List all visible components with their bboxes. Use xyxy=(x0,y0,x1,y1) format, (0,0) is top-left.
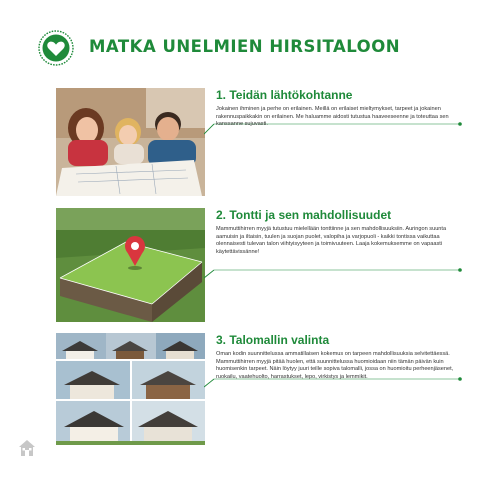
section-plot xyxy=(56,208,476,322)
section-heading: 2. Tontti ja sen mahdollisuudet xyxy=(216,208,392,222)
section-heading: 3. Talomallin valinta xyxy=(216,333,330,347)
section-house-model xyxy=(56,333,476,445)
family-with-house-plans-photo xyxy=(56,88,205,196)
building-plot-with-location-pin-photo xyxy=(56,208,205,322)
page-title: MATKA UNELMIEN HIRSITALOON xyxy=(89,37,401,56)
section-text: Oman kodin suunnittelussa ammatillaisen kokemus on tarpeen mahdollisuuksia selvitettäessä. Mammuttihirren myyjä pitää huolen, että suunnittelussa huomioidaan niin tämän päivän kuin huomisenkin tarpeet. Näin löytyy juuri teille sopiva talomalli, jossa on huomioitu perheenjäsenet, ruokailu, vaatehuolto, harrastukset, lepo, virkistys ja lemmikit. xyxy=(216,351,454,380)
section-text: Mammuttihirren myyjä tutustuu mielellään tonttiinne ja sen mahdollisuuksiin. Auringon suunta aamuisin ja iltaisin, tuulen ja suojan puolet, valopiha ja varjopuoli - kaikki tontissa vaikuttaa olennaisesti tulevan talon viihtyisyyteen ja toimivuuteen. Laaja kokemuksemme on vapaasti käytettävissänne! xyxy=(216,226,447,255)
section-text: Jokainen ihminen ja perhe on erilainen. Meillä on erilaiset mieltymykset, tarpeet ja jokainen rakennuspaikkakin on erilainen. Me haluamme aidosti tutustua haaveeseenne ja toteuttaa sen kanssanne sujuvasti. xyxy=(216,106,449,128)
section-starting-point xyxy=(56,88,476,198)
house-model-collage-photo xyxy=(56,333,205,445)
section-heading: 1. Teidän lähtökohtanne xyxy=(216,88,353,102)
heart-badge-icon xyxy=(38,30,74,66)
home-icon[interactable] xyxy=(17,438,37,458)
